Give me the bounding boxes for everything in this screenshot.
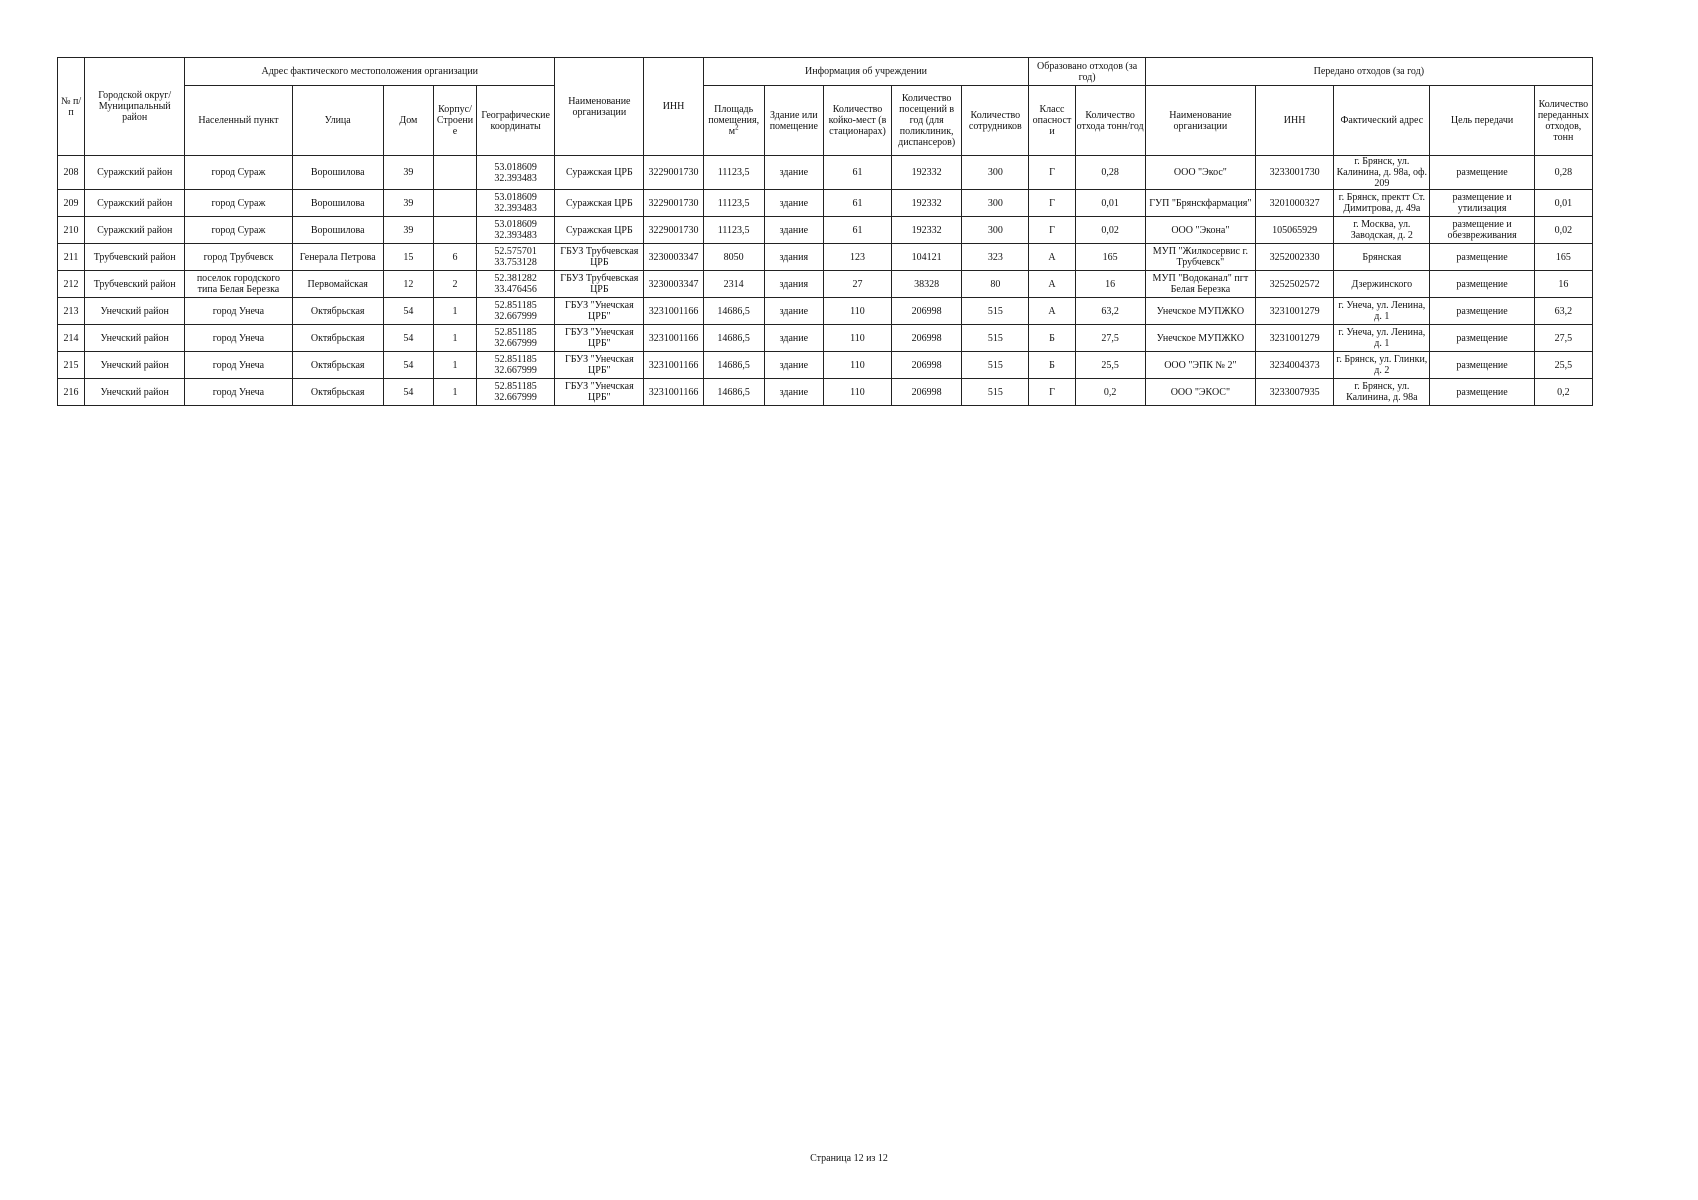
cell-visits: 38328 [892,271,962,298]
header-coords: Географические координаты [477,86,555,156]
cell-staff: 515 [962,298,1029,325]
cell-waste: 25,5 [1075,352,1145,379]
cell-area: 11123,5 [703,217,764,244]
cell-num: 216 [58,379,85,406]
header-staff: Количество сотрудников [962,86,1029,156]
cell-house: 39 [383,156,433,190]
header-recv-inn: ИНН [1256,86,1334,156]
cell-coords: 53.018609 32.393483 [477,190,555,217]
cell-building: 1 [433,325,476,352]
cell-house: 12 [383,271,433,298]
cell-recv-inn: 3231001279 [1256,298,1334,325]
cell-district: Унечский район [85,352,185,379]
cell-btype: здания [764,271,823,298]
page-footer: Страница 12 из 12 [810,1153,888,1164]
cell-waste: 27,5 [1075,325,1145,352]
cell-street: Октябрьская [292,379,383,406]
table-header [58,58,1593,156]
cell-btype: здание [764,298,823,325]
cell-num: 210 [58,217,85,244]
cell-street: Ворошилова [292,190,383,217]
cell-house: 54 [383,352,433,379]
cell-area: 14686,5 [703,325,764,352]
cell-area: 14686,5 [703,352,764,379]
cell-inn: 3231001166 [644,298,703,325]
cell-hazard: А [1029,244,1075,271]
cell-inn: 3231001166 [644,379,703,406]
cell-area: 2314 [703,271,764,298]
header-purpose: Цель передачи [1430,86,1534,156]
cell-coords: 52.851185 32.667999 [477,352,555,379]
cell-recv-addr: г. Брянск, ул. Калинина, д. 98а, оф. 209 [1334,156,1430,190]
cell-area: 11123,5 [703,156,764,190]
cell-waste: 0,28 [1075,156,1145,190]
cell-visits: 206998 [892,352,962,379]
cell-transferred: 0,28 [1534,156,1592,190]
cell-btype: здание [764,379,823,406]
cell-inn: 3231001166 [644,325,703,352]
cell-visits: 206998 [892,379,962,406]
cell-visits: 192332 [892,156,962,190]
header-area [703,86,764,156]
header-house: Дом [383,86,433,156]
header-recv-name: Наименование организации [1145,86,1255,156]
cell-district: Суражский район [85,156,185,190]
cell-org: Суражская ЦРБ [555,190,644,217]
cell-district: Трубчевский район [85,244,185,271]
header-waste-amount: Количество отхода тонн/год [1075,86,1145,156]
cell-staff: 300 [962,217,1029,244]
cell-district: Унечский район [85,298,185,325]
cell-house: 54 [383,325,433,352]
cell-building [433,156,476,190]
header-street: Улица [292,86,383,156]
cell-house: 39 [383,190,433,217]
cell-beds: 27 [823,271,891,298]
cell-settlement: город Унеча [185,298,292,325]
cell-num: 209 [58,190,85,217]
table-row [58,379,1593,406]
cell-num: 213 [58,298,85,325]
cell-recv-name: Унечское МУПЖКО [1145,298,1255,325]
cell-coords: 53.018609 32.393483 [477,217,555,244]
cell-waste: 0,2 [1075,379,1145,406]
cell-purpose: размещение [1430,271,1534,298]
cell-settlement: город Унеча [185,325,292,352]
cell-org: ГБУЗ "Унечская ЦРБ" [555,325,644,352]
cell-building: 1 [433,379,476,406]
cell-coords: 52.851185 32.667999 [477,298,555,325]
cell-coords: 52.575701 33.753128 [477,244,555,271]
cell-street: Первомайская [292,271,383,298]
header-beds: Количество койко-мест (в стационарах) [823,86,891,156]
cell-area: 8050 [703,244,764,271]
cell-beds: 110 [823,325,891,352]
cell-hazard: Г [1029,217,1075,244]
cell-recv-inn: 3252002330 [1256,244,1334,271]
cell-recv-addr: г. Брянск, ул. Калинина, д. 98а [1334,379,1430,406]
cell-btype: здание [764,352,823,379]
cell-coords: 53.018609 32.393483 [477,156,555,190]
cell-btype: здание [764,325,823,352]
cell-inn: 3230003347 [644,271,703,298]
cell-num: 212 [58,271,85,298]
cell-house: 54 [383,298,433,325]
cell-staff: 515 [962,379,1029,406]
cell-street: Ворошилова [292,156,383,190]
cell-purpose: размещение и обезвреживания [1430,217,1534,244]
cell-recv-inn: 3231001279 [1256,325,1334,352]
cell-hazard: Г [1029,379,1075,406]
header-transferred: Количество переданных отходов, тонн [1534,86,1592,156]
cell-org: ГБУЗ "Унечская ЦРБ" [555,352,644,379]
cell-recv-addr: г. Унеча, ул. Ленина, д. 1 [1334,325,1430,352]
cell-building: 1 [433,352,476,379]
cell-recv-addr: Брянская [1334,244,1430,271]
header-num: № п/п [58,58,85,156]
cell-recv-name: ООО "ЭКОС" [1145,379,1255,406]
table-row [58,217,1593,244]
cell-street: Генерала Петрова [292,244,383,271]
cell-area: 14686,5 [703,379,764,406]
cell-district: Суражский район [85,190,185,217]
cell-waste: 63,2 [1075,298,1145,325]
table-row [58,244,1593,271]
header-hazard: Класс опасности [1029,86,1075,156]
cell-staff: 515 [962,352,1029,379]
cell-building: 1 [433,298,476,325]
cell-street: Октябрьская [292,352,383,379]
cell-staff: 515 [962,325,1029,352]
cell-inn: 3229001730 [644,156,703,190]
cell-purpose: размещение [1430,244,1534,271]
cell-recv-name: МУП "Жилкосервис г. Трубчевск" [1145,244,1255,271]
cell-beds: 61 [823,156,891,190]
cell-street: Октябрьская [292,325,383,352]
cell-visits: 192332 [892,217,962,244]
cell-purpose: размещение [1430,156,1534,190]
cell-recv-addr: г. Москва, ул. Заводская, д. 2 [1334,217,1430,244]
cell-purpose: размещение [1430,298,1534,325]
cell-btype: здание [764,156,823,190]
cell-recv-inn: 3233007935 [1256,379,1334,406]
table-body [58,156,1593,406]
cell-transferred: 27,5 [1534,325,1592,352]
cell-transferred: 16 [1534,271,1592,298]
cell-staff: 300 [962,190,1029,217]
cell-purpose: размещение [1430,352,1534,379]
cell-transferred: 165 [1534,244,1592,271]
cell-district: Суражский район [85,217,185,244]
cell-house: 39 [383,217,433,244]
cell-house: 54 [383,379,433,406]
cell-staff: 323 [962,244,1029,271]
cell-staff: 300 [962,156,1029,190]
header-area-text: Площадь помещения, м [708,104,760,137]
table-row [58,298,1593,325]
cell-recv-addr: Дзержинского [1334,271,1430,298]
cell-visits: 206998 [892,325,962,352]
cell-beds: 61 [823,190,891,217]
header-info-group: Информация об учреждении [703,58,1029,86]
cell-inn: 3229001730 [644,190,703,217]
cell-beds: 110 [823,379,891,406]
header-district: Городской округ/Муниципальный район [85,58,185,156]
cell-hazard: Г [1029,190,1075,217]
cell-recv-name: ООО "Экона" [1145,217,1255,244]
cell-beds: 61 [823,217,891,244]
cell-transferred: 25,5 [1534,352,1592,379]
cell-settlement: город Трубчевск [185,244,292,271]
cell-recv-addr: г. Брянск, ул. Глинки, д. 2 [1334,352,1430,379]
cell-coords: 52.851185 32.667999 [477,325,555,352]
cell-org: ГБУЗ Трубчевская ЦРБ [555,244,644,271]
cell-visits: 104121 [892,244,962,271]
cell-recv-name: ГУП "Брянскфармация" [1145,190,1255,217]
cell-recv-addr: г. Унеча, ул. Ленина, д. 1 [1334,298,1430,325]
cell-recv-inn: 3234004373 [1256,352,1334,379]
cell-area: 14686,5 [703,298,764,325]
cell-hazard: Б [1029,325,1075,352]
header-inn: ИНН [644,58,703,156]
cell-inn: 3230003347 [644,244,703,271]
cell-transferred: 63,2 [1534,298,1592,325]
cell-btype: здания [764,244,823,271]
cell-waste: 16 [1075,271,1145,298]
cell-transferred: 0,01 [1534,190,1592,217]
cell-waste: 0,01 [1075,190,1145,217]
cell-purpose: размещение и утилизация [1430,190,1534,217]
cell-beds: 110 [823,298,891,325]
cell-inn: 3229001730 [644,217,703,244]
table-row [58,352,1593,379]
cell-building [433,217,476,244]
cell-recv-name: Унечское МУПЖКО [1145,325,1255,352]
cell-hazard: А [1029,271,1075,298]
cell-street: Ворошилова [292,217,383,244]
cell-btype: здание [764,217,823,244]
cell-settlement: город Унеча [185,352,292,379]
cell-org: ГБУЗ "Унечская ЦРБ" [555,298,644,325]
cell-purpose: размещение [1430,379,1534,406]
cell-org: Суражская ЦРБ [555,156,644,190]
cell-recv-inn: 3201000327 [1256,190,1334,217]
cell-settlement: город Унеча [185,379,292,406]
cell-district: Унечский район [85,379,185,406]
cell-num: 211 [58,244,85,271]
cell-num: 214 [58,325,85,352]
cell-waste: 0,02 [1075,217,1145,244]
cell-recv-name: МУП "Водоканал" пгт Белая Березка [1145,271,1255,298]
cell-area: 11123,5 [703,190,764,217]
header-settlement: Населенный пункт [185,86,292,156]
cell-recv-inn: 3252502572 [1256,271,1334,298]
cell-visits: 206998 [892,298,962,325]
waste-report-table [57,57,1593,406]
header-address-group: Адрес фактического местоположения организации [185,58,555,86]
header-building: Корпус/Строение [433,86,476,156]
header-org-name: Наименование организации [555,58,644,156]
cell-coords: 52.381282 33.476456 [477,271,555,298]
cell-coords: 52.851185 32.667999 [477,379,555,406]
cell-settlement: город Сураж [185,156,292,190]
cell-recv-addr: г. Брянск, пректт Ст. Димитрова, д. 49а [1334,190,1430,217]
cell-num: 208 [58,156,85,190]
cell-inn: 3231001166 [644,352,703,379]
header-recv-addr: Фактический адрес [1334,86,1430,156]
cell-street: Октябрьская [292,298,383,325]
header-area-sup: 2 [735,123,739,132]
cell-transferred: 0,2 [1534,379,1592,406]
cell-recv-name: ООО "ЭПК № 2" [1145,352,1255,379]
cell-visits: 192332 [892,190,962,217]
cell-num: 215 [58,352,85,379]
cell-settlement: поселок городского типа Белая Березка [185,271,292,298]
cell-hazard: Г [1029,156,1075,190]
cell-recv-name: ООО "Экос" [1145,156,1255,190]
cell-recv-inn: 105065929 [1256,217,1334,244]
cell-waste: 165 [1075,244,1145,271]
cell-hazard: Б [1029,352,1075,379]
cell-org: Суражская ЦРБ [555,217,644,244]
header-transfer-group: Передано отходов (за год) [1145,58,1592,86]
cell-district: Унечский район [85,325,185,352]
cell-transferred: 0,02 [1534,217,1592,244]
header-waste-group: Образовано отходов (за год) [1029,58,1145,86]
cell-district: Трубчевский район [85,271,185,298]
cell-settlement: город Сураж [185,217,292,244]
cell-building [433,190,476,217]
cell-settlement: город Сураж [185,190,292,217]
cell-house: 15 [383,244,433,271]
cell-beds: 123 [823,244,891,271]
cell-purpose: размещение [1430,325,1534,352]
table-row [58,190,1593,217]
cell-btype: здание [764,190,823,217]
cell-hazard: А [1029,298,1075,325]
cell-recv-inn: 3233001730 [1256,156,1334,190]
header-visits: Количество посещений в год (для поликлиник, диспансеров) [892,86,962,156]
table-row [58,325,1593,352]
header-building-type: Здание или помещение [764,86,823,156]
cell-org: ГБУЗ Трубчевская ЦРБ [555,271,644,298]
cell-building: 6 [433,244,476,271]
table-row [58,156,1593,190]
cell-beds: 110 [823,352,891,379]
cell-building: 2 [433,271,476,298]
table-row [58,271,1593,298]
cell-org: ГБУЗ "Унечская ЦРБ" [555,379,644,406]
cell-staff: 80 [962,271,1029,298]
